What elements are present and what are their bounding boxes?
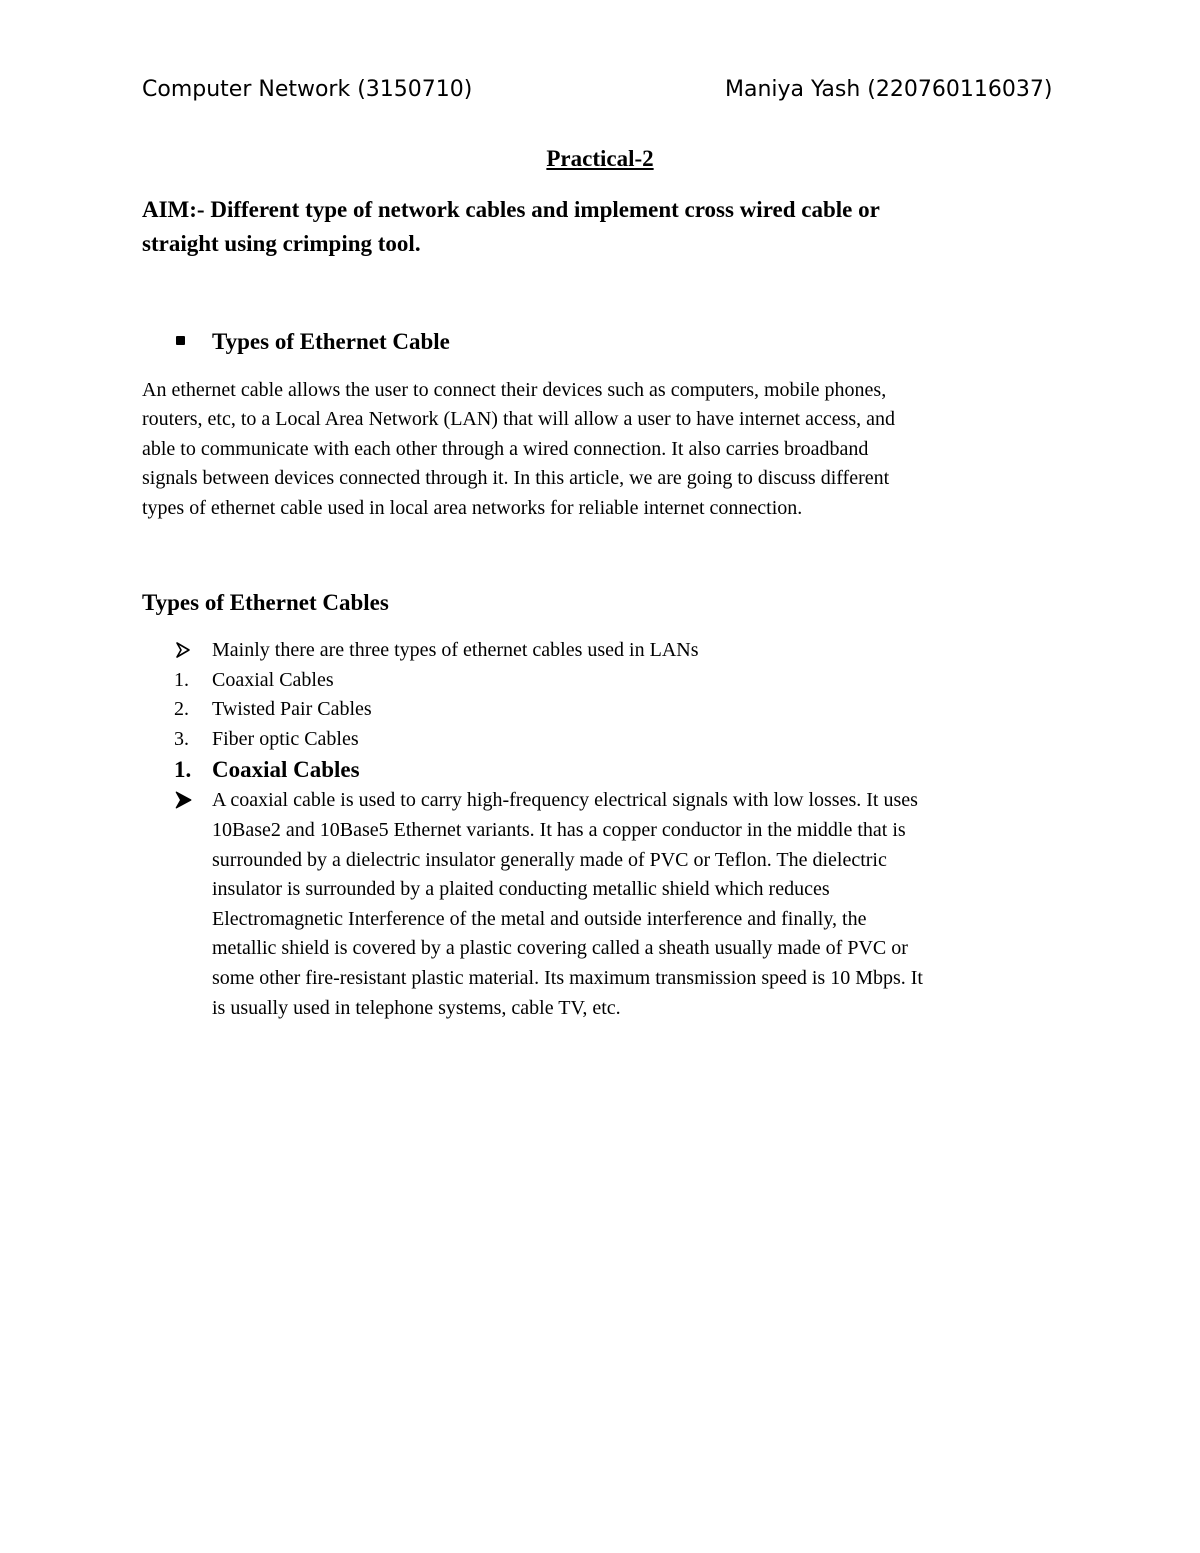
subheading-text: Coaxial Cables: [212, 757, 360, 783]
square-bullet-icon: [176, 336, 185, 345]
list-item-text: Mainly there are three types of ethernet cables used in LANs: [212, 639, 699, 661]
list-number: 2.: [174, 698, 189, 721]
list-item: [142, 695, 1062, 725]
paragraph-line: types of ethernet cable used in local area networks for reliable internet connection.: [142, 496, 803, 519]
header-course: Computer Network (3150710): [142, 77, 473, 102]
aim-statement: [142, 193, 1042, 261]
paragraph-line: able to communicate with each other through a wired connection. It also carries broadband: [142, 437, 869, 460]
header-student: Maniya Yash (220760116037): [725, 77, 1053, 102]
section-heading-ethernet-cable: [142, 327, 450, 357]
list-number: 1.: [174, 668, 189, 691]
list-item: [142, 725, 1062, 755]
section-heading-text: Types of Ethernet Cable: [212, 329, 450, 354]
list-number: 3.: [174, 727, 189, 750]
list-item-text: Fiber optic Cables: [212, 727, 359, 750]
paragraph-line: A coaxial cable is used to carry high-frequency electrical signals with low losses. It uses: [212, 789, 918, 812]
paragraph-line: routers, etc, to a Local Area Network (LAN) that will allow a user to have internet access, and: [142, 408, 896, 431]
paragraph-line: Electromagnetic Interference of the metal and outside interference and finally, the: [212, 907, 867, 930]
list-item: [142, 666, 1062, 696]
paragraph-line: signals between devices connected through it. In this article, we are going to discuss different: [142, 467, 890, 490]
list-number: 1.: [174, 757, 192, 783]
list-item-text: Coaxial Cables: [212, 668, 334, 691]
page-title: Practical-2: [546, 146, 654, 171]
arrowhead-bullet-icon: [174, 790, 192, 810]
aim-line: straight using crimping tool.: [142, 231, 421, 256]
intro-paragraph: [142, 376, 1047, 523]
paragraph-line: metallic shield is covered by a plastic covering called a sheath usually made of PVC or: [212, 937, 908, 960]
aim-line: AIM:- Different type of network cables and implement cross wired cable or: [142, 197, 880, 222]
paragraph-line: An ethernet cable allows the user to connect their devices such as computers, mobile phones,: [142, 379, 887, 401]
subheading-coaxial: [142, 754, 1062, 786]
paragraph-line: some other fire-resistant plastic material. Its maximum transmission speed is 10 Mbps. It: [212, 966, 923, 989]
paragraph-line: surrounded by a dielectric insulator generally made of PVC or Teflon. The dielectric: [212, 848, 887, 871]
paragraph-line: is usually used in telephone systems, cable TV, etc.: [212, 996, 621, 1019]
list-item: [142, 636, 1062, 666]
paragraph-line: 10Base2 and 10Base5 Ethernet variants. It has a copper conductor in the middle that is: [212, 818, 906, 841]
cable-types-list: [142, 636, 1062, 1023]
list-item-text: Twisted Pair Cables: [212, 698, 372, 721]
section-heading-ethernet-cables: Types of Ethernet Cables: [142, 590, 389, 615]
arrowhead-bullet-icon: [175, 641, 191, 659]
paragraph-line: insulator is surrounded by a plaited conducting metallic shield which reduces: [212, 878, 830, 901]
coaxial-paragraph: [142, 786, 1062, 1023]
